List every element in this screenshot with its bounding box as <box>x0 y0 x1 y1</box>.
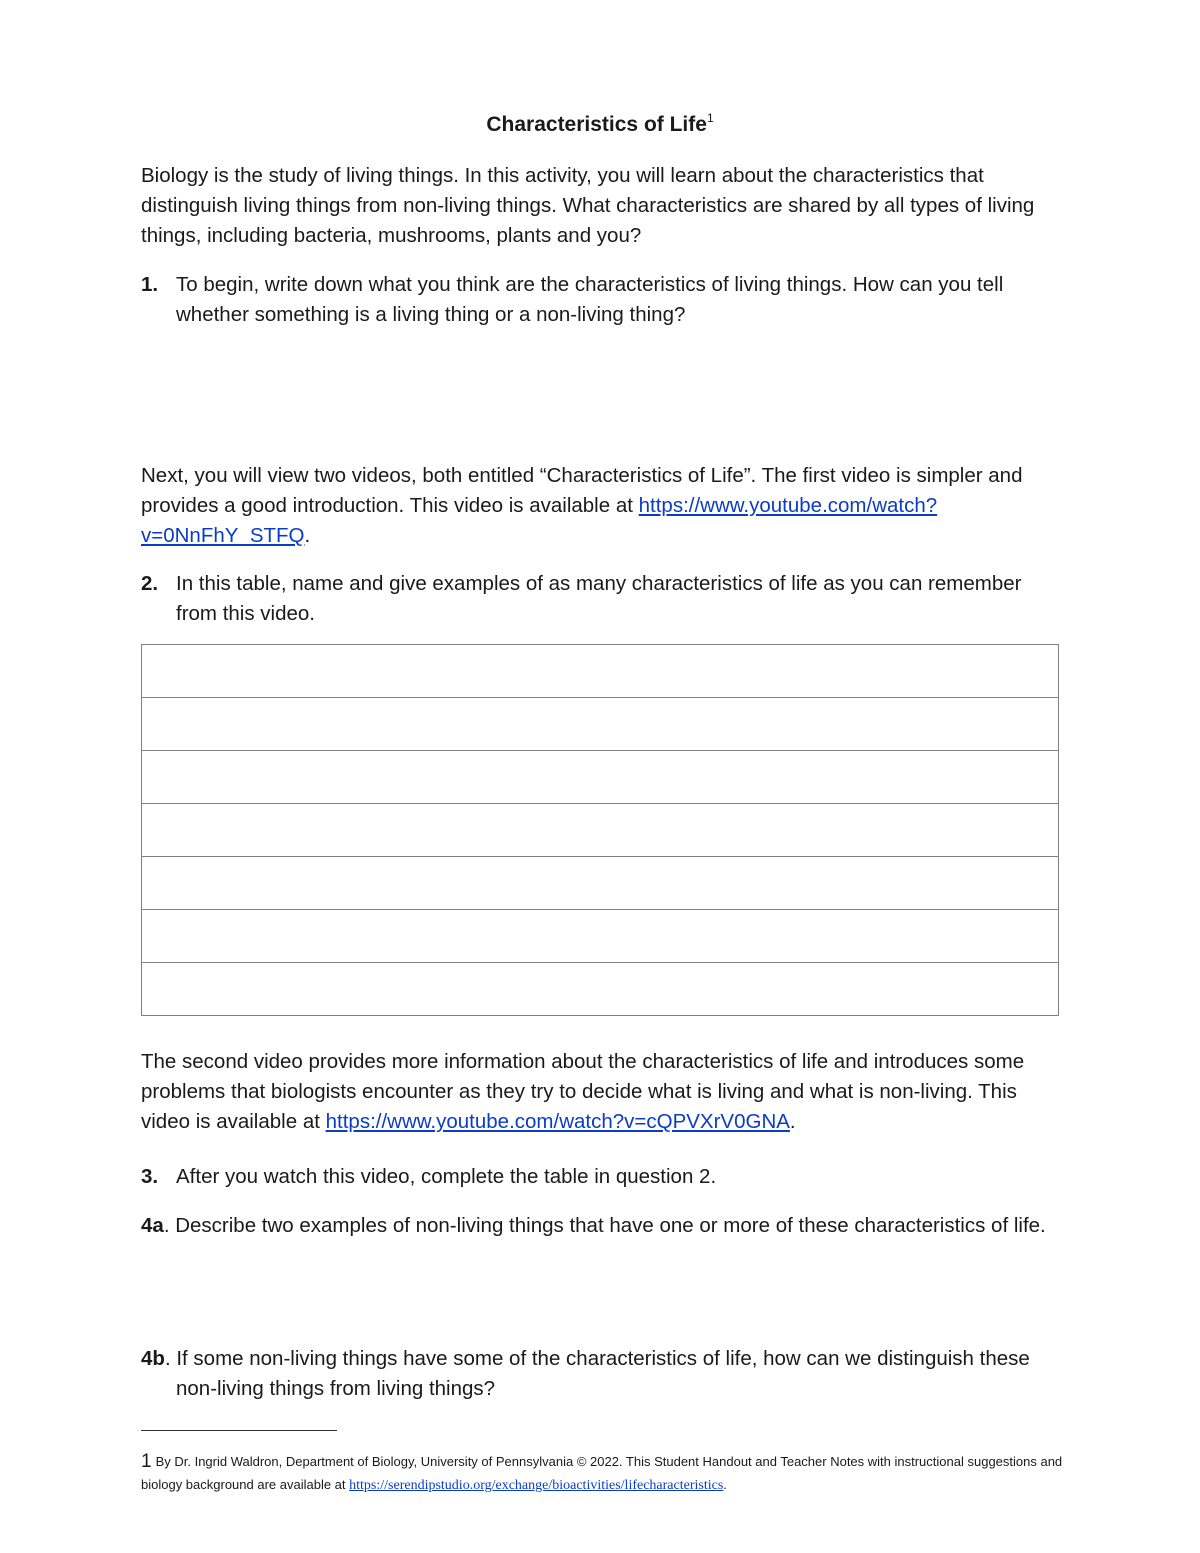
footnote-text: By Dr. Ingrid Waldron, Department of Biology, University of Pennsylvania © 2022. This Student Handout and Teacher Notes with instructional suggestions and biology background are available at <box>141 1454 1063 1492</box>
question-4b-body <box>141 1344 1061 1404</box>
question-2 <box>141 569 1061 629</box>
video-1-paragraph <box>141 461 1061 551</box>
question-3 <box>141 1162 1061 1192</box>
question-4b <box>141 1344 1061 1404</box>
question-4b-number: 4b <box>141 1347 165 1370</box>
characteristics-table <box>141 644 1059 1016</box>
table-row <box>142 963 1059 1016</box>
question-4a-number: 4a <box>141 1214 164 1237</box>
table-row <box>142 804 1059 857</box>
table-cell[interactable] <box>142 645 1059 698</box>
question-4a-body <box>141 1211 1061 1241</box>
table-cell[interactable] <box>142 751 1059 804</box>
footnote-number: 1 <box>141 1451 152 1472</box>
video-2-link[interactable]: https://www.youtube.com/watch?v=cQPVXrV0GNA <box>325 1110 790 1133</box>
question-2-text: In this table, name and give examples of as many characteristics of life as you can remember from this video. <box>176 572 1022 625</box>
table-cell[interactable] <box>142 698 1059 751</box>
table-row <box>142 698 1059 751</box>
table-row <box>142 857 1059 910</box>
table-row <box>142 751 1059 804</box>
table-cell[interactable] <box>142 910 1059 963</box>
footnote-period: . <box>723 1477 727 1492</box>
video-2-period: . <box>789 1110 796 1133</box>
table-cell[interactable] <box>142 804 1059 857</box>
table-cell[interactable] <box>142 963 1059 1016</box>
video-1-link[interactable]: https://www.youtube.com/watch?v=0NnFhY_STFQ <box>141 494 938 547</box>
video-2-paragraph <box>141 1047 1061 1137</box>
table-cell[interactable] <box>142 857 1059 910</box>
question-1 <box>141 270 1061 330</box>
intro-paragraph: Biology is the study of living things. In this activity, you will learn about the characteristics that distinguish living things from non-living things. What characteristics are shared by all types of living things, including bacteria, mushrooms, plants and you? <box>141 164 1035 247</box>
video-1-period: . <box>304 524 311 547</box>
footnote <box>141 1450 1071 1497</box>
title-footnote-mark[interactable]: 1 <box>706 111 714 125</box>
video-2-text: The second video provides more information about the characteristics of life and introduces some problems that biologists encounter as they try to decide what is living and what is non-living. This video is available at <box>141 1050 1025 1133</box>
question-4b-text: . If some non-living things have some of the characteristics of life, how can we distinguish these non-living things from living things? <box>164 1347 1030 1400</box>
question-3-text: After you watch this video, complete the table in question 2. <box>176 1165 717 1188</box>
question-1-number: 1. <box>141 273 159 296</box>
question-4a <box>141 1211 1061 1241</box>
question-1-text: To begin, write down what you think are the characteristics of living things. How can you tell whether something is a living thing or a non-living thing? <box>176 273 1004 326</box>
question-4a-text: . Describe two examples of non-living things that have one or more of these characteristics of life. <box>163 1214 1046 1237</box>
footnote-divider <box>141 1430 337 1431</box>
title-text: Characteristics of Life <box>486 113 707 136</box>
video-1-text: Next, you will view two videos, both entitled “Characteristics of Life”. The first video is simpler and provides a good introduction. This video is available at <box>141 464 1023 517</box>
question-2-number: 2. <box>141 572 159 595</box>
page-title <box>0 113 1200 137</box>
question-3-number: 3. <box>141 1165 159 1188</box>
table-row <box>142 645 1059 698</box>
table-row <box>142 910 1059 963</box>
footnote-link[interactable]: https://serendipstudio.org/exchange/bioactivities/lifecharacteristics <box>349 1478 724 1493</box>
